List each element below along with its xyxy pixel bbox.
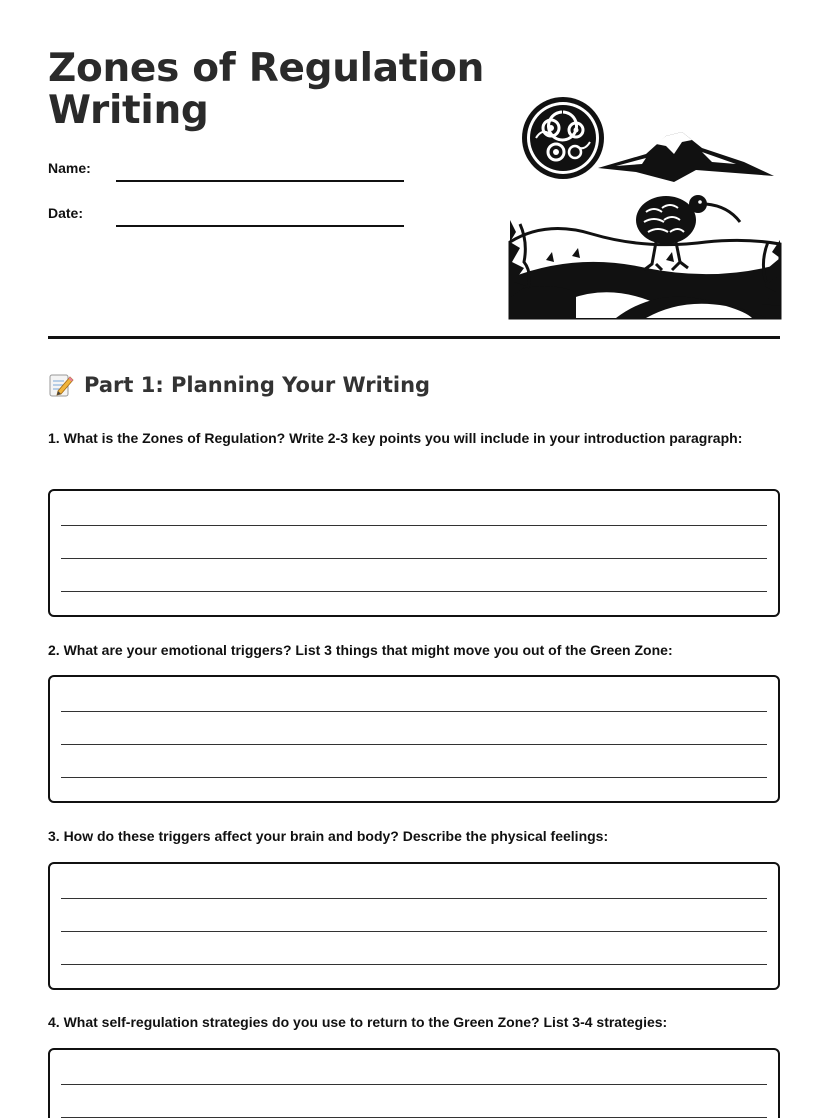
mountain-icon (598, 132, 774, 182)
answer-line (61, 744, 767, 745)
answer-box-4[interactable] (48, 1048, 780, 1118)
answer-box-3[interactable] (48, 862, 780, 990)
answer-line (61, 591, 767, 592)
question-2: 2. What are your emotional triggers? List 3 things that might move you out of the Green Zone: (48, 642, 673, 658)
answer-line (61, 964, 767, 965)
page-title: Zones of Regulation Writing (48, 46, 485, 133)
answer-line (61, 931, 767, 932)
answer-box-1[interactable] (48, 489, 780, 617)
answer-box-2[interactable] (48, 675, 780, 803)
answer-line (61, 525, 767, 526)
question-1: 1. What is the Zones of Regulation? Write 2-3 key points you will include in your introduction paragraph: (48, 430, 743, 446)
date-field[interactable] (116, 225, 404, 227)
date-label: Date: (48, 205, 84, 221)
name-field[interactable] (116, 180, 404, 182)
header-divider (48, 336, 780, 339)
answer-line (61, 1084, 767, 1085)
name-label: Name: (48, 160, 91, 176)
part1-heading-text: Part 1: Planning Your Writing (84, 373, 431, 397)
answer-line (61, 898, 767, 899)
kiwi-landscape-illustration (506, 92, 784, 324)
memo-pencil-icon (48, 372, 74, 398)
question-3: 3. How do these triggers affect your brain and body? Describe the physical feelings: (48, 828, 609, 844)
part1-heading (48, 372, 430, 398)
koru-spiral-icon (522, 97, 604, 179)
question-4: 4. What self-regulation strategies do you use to return to the Green Zone? List 3-4 strategies: (48, 1014, 668, 1030)
answer-line (61, 777, 767, 778)
answer-line (61, 711, 767, 712)
answer-line (61, 558, 767, 559)
